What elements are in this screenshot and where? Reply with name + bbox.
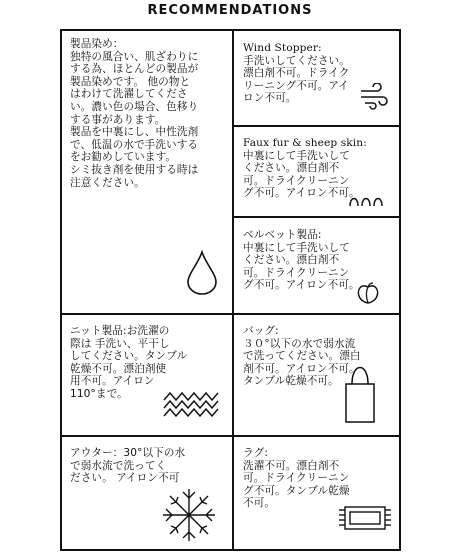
peach-icon bbox=[356, 281, 380, 305]
grid-divider-row-2 bbox=[60, 313, 401, 315]
rug-icon bbox=[337, 504, 393, 532]
cell-faux-fur bbox=[243, 137, 399, 200]
cell-body: で弱水流で洗ってく ださい。 アイロン不可 bbox=[70, 459, 180, 485]
cell-body: 独特の風合い、肌ざわりに する為、ほとんどの製品が 製品染めです。 他の物と はわけて洗濯してくださ い。濃い色の場合、色移り する事があります。 製品を中裏にし、中性洗剤 で、低温の水で手洗いする をお勧めしています。 シミ抜き剤を使用する時は 注意ください。 bbox=[70, 50, 199, 189]
cell-outer bbox=[70, 447, 230, 485]
page-title: RECOMMENDATIONS bbox=[147, 3, 313, 18]
cell-heading: ニット製品:お洗濯の bbox=[70, 325, 170, 337]
cell-heading: アウター：30°以下の水 bbox=[70, 447, 186, 459]
fur-icon bbox=[348, 193, 384, 209]
cell-body: 手洗いしてください。 漂白剤不可。ドライク リーニング不可。アイ ロン不可。 bbox=[243, 54, 350, 105]
cell-body: ３０°以下の水で弱水流 で洗ってください。漂白 剤不可。アイロン不可。 タンブル乾燥不可。 bbox=[243, 337, 361, 388]
cell-body: 中裏にして手洗いして ください。漂白剤不 可。ドライクリーニン グ不可。アイロン不可。 bbox=[243, 241, 360, 292]
grid-divider-row-3 bbox=[60, 435, 401, 437]
water-drop-icon bbox=[186, 250, 218, 296]
cell-heading: Faux fur & sheep skin: bbox=[243, 137, 367, 149]
grid-divider-vertical bbox=[232, 29, 234, 551]
grid-divider-right-2 bbox=[233, 216, 401, 218]
cell-body: 洗濯不可。漂白剤不 可。ドライクリーニン グ不可。タンブル乾燥 不可。 bbox=[243, 459, 350, 510]
grid-divider-right-1 bbox=[233, 125, 401, 127]
cell-rug bbox=[243, 447, 399, 510]
snowflake-icon bbox=[160, 486, 218, 544]
cell-heading: バッグ: bbox=[243, 325, 279, 337]
bag-icon bbox=[343, 360, 377, 424]
cell-heading: Wind Stopper: bbox=[243, 42, 322, 54]
cell-heading: 製品染め： bbox=[70, 38, 124, 50]
cell-product-dyed bbox=[70, 38, 230, 189]
knit-pattern-icon bbox=[162, 390, 220, 418]
cell-heading: ベルベット製品: bbox=[243, 229, 322, 241]
cell-heading: ラグ: bbox=[243, 447, 269, 459]
wind-icon bbox=[359, 83, 389, 111]
cell-body: 際は 手洗い、平干し してください。タンブル 乾燥不可。漂泊剤使 用不可。アイロン 110°まで。 bbox=[70, 337, 188, 400]
cell-body: 中裏にして手洗いして ください。漂白剤不 可。ドライクリーニン グ不可。アイロン不可。 bbox=[243, 149, 360, 200]
